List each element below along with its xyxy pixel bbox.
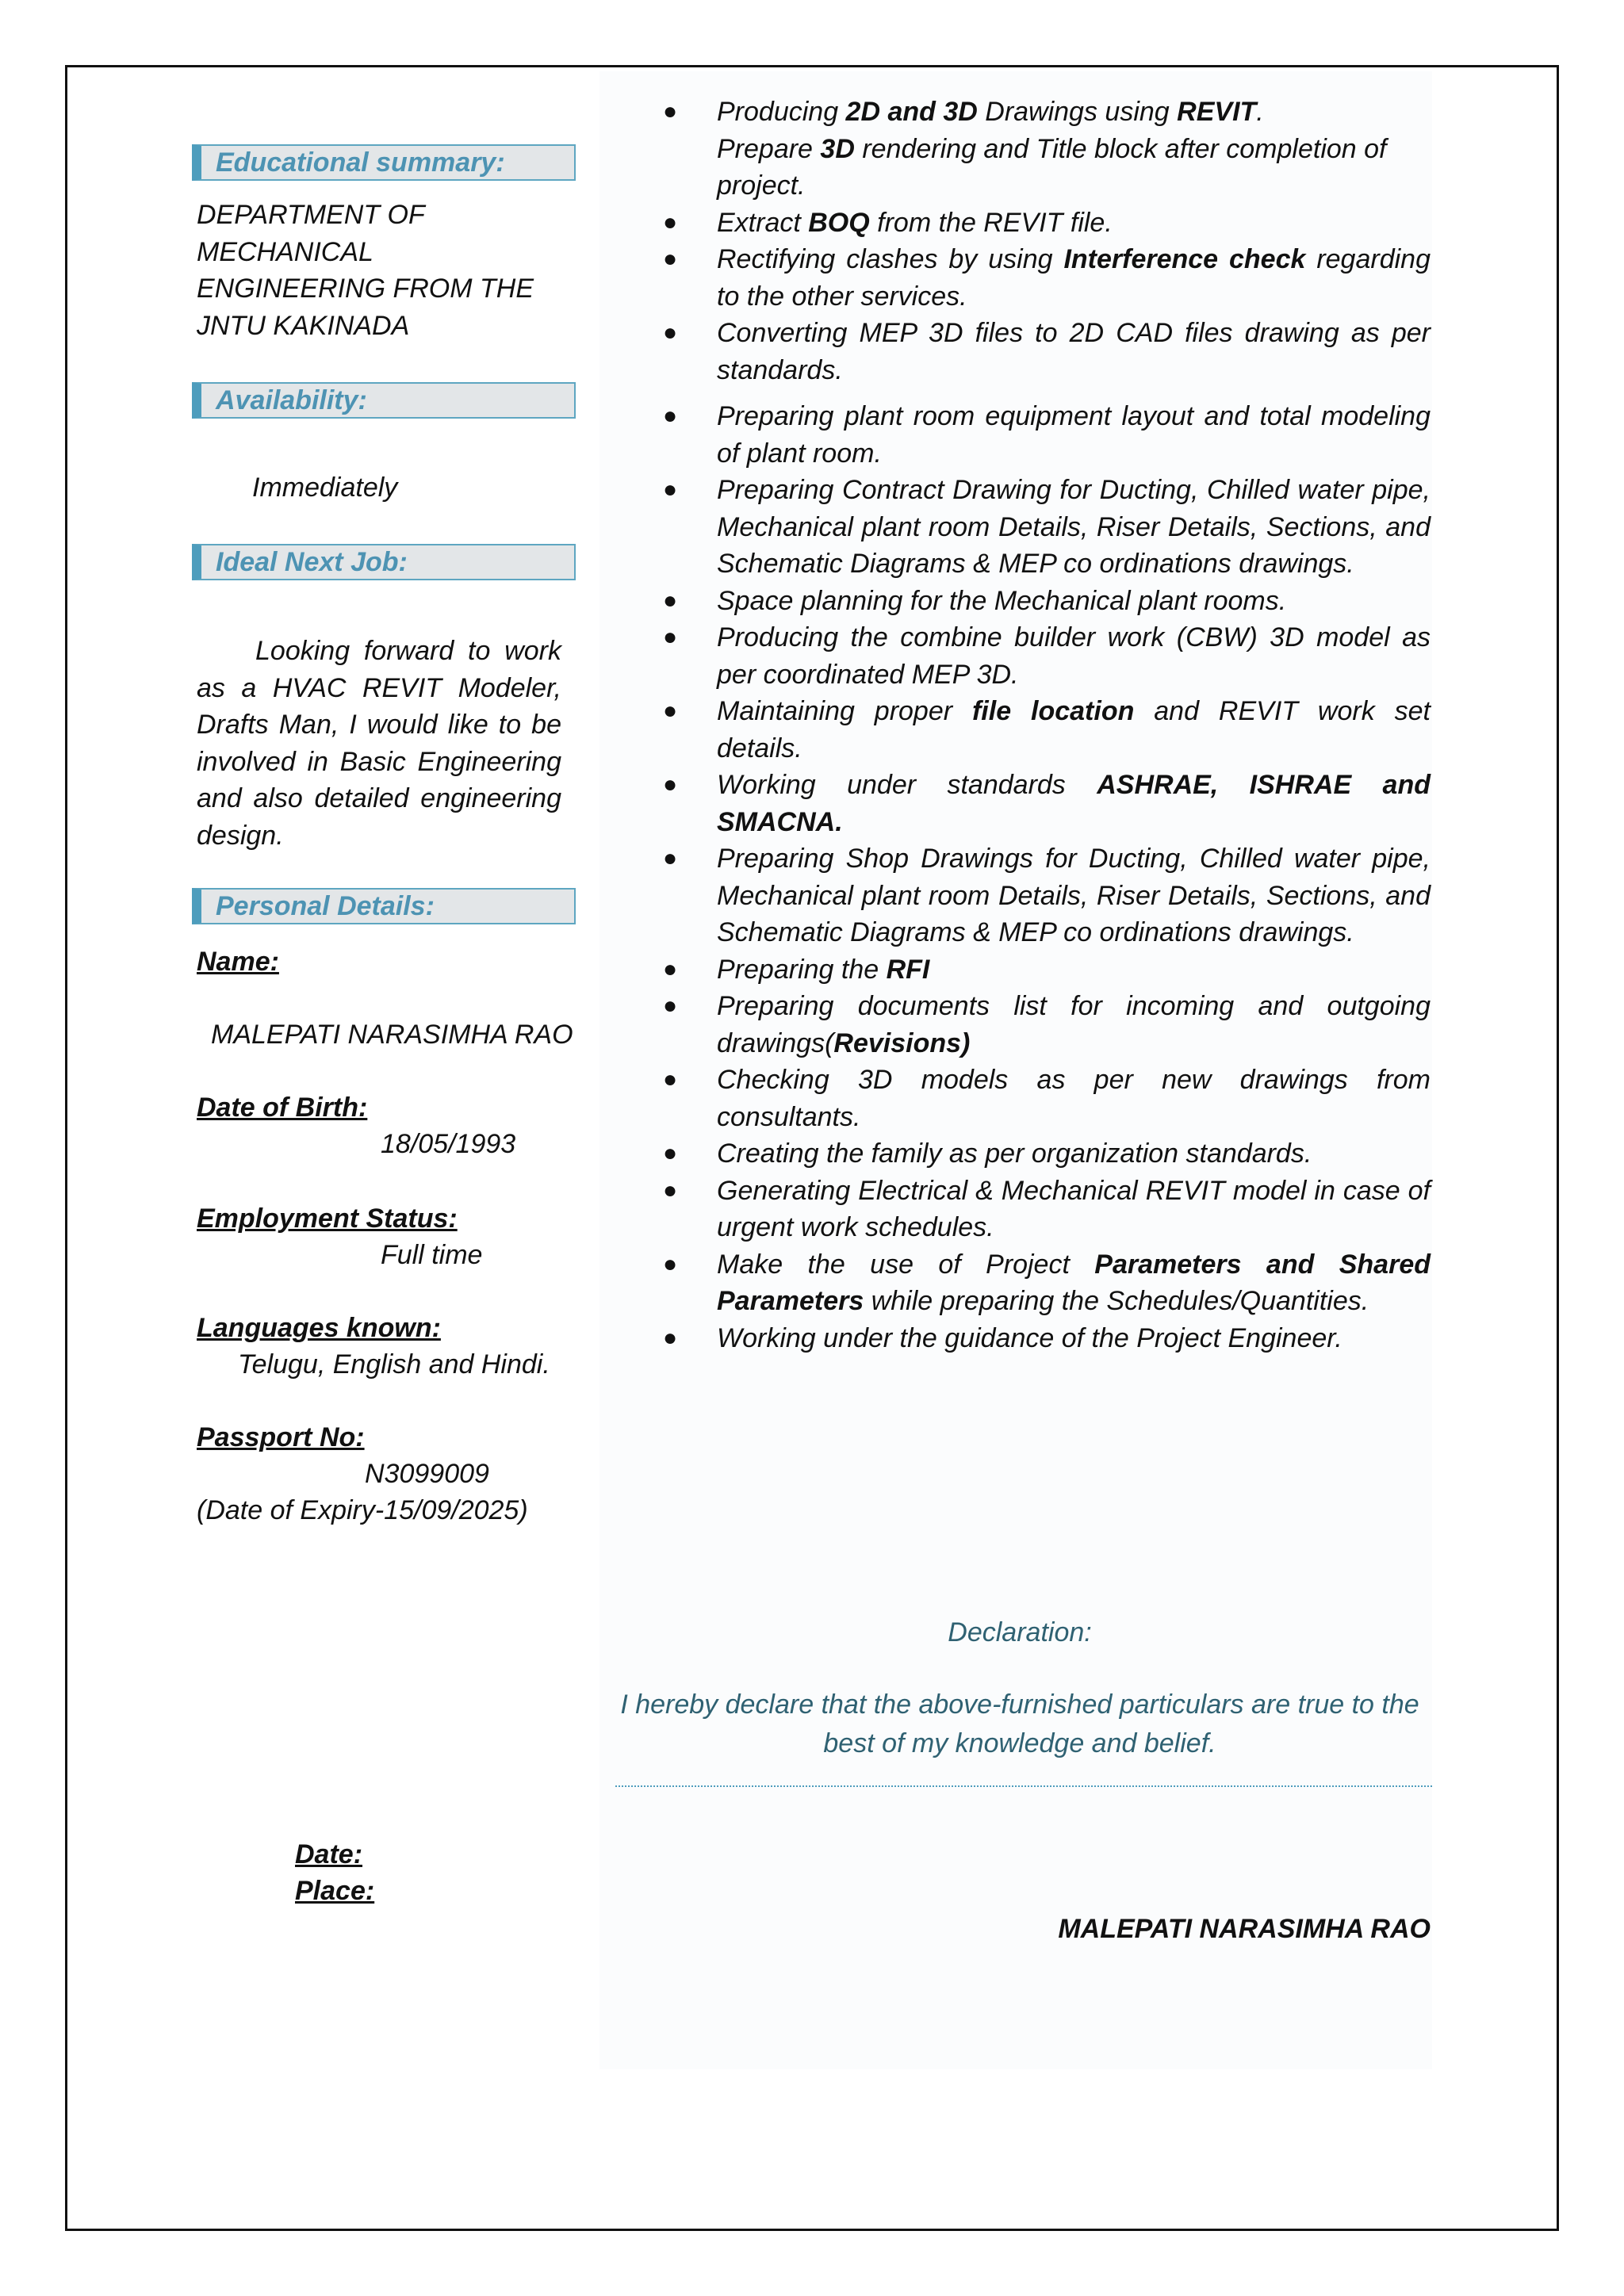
availability-text: Immediately	[252, 473, 398, 503]
personal-details-heading: Personal Details:	[192, 888, 576, 924]
duty-item	[663, 1246, 1431, 1320]
duty-text: Checking 3D models as per new drawings from consultants.	[717, 1065, 1431, 1132]
languages-value: Telugu, English and Hindi.	[238, 1349, 550, 1380]
ideal-next-job-heading: Ideal Next Job:	[192, 544, 576, 580]
languages-label: Languages known:	[197, 1313, 441, 1343]
bullet-icon: ●	[663, 98, 678, 124]
duty-text: .	[1256, 97, 1264, 127]
duty-item	[663, 693, 1431, 767]
duties-list	[663, 94, 1431, 1357]
duty-text: rendering and Title block after completion of project.	[717, 133, 1387, 201]
bullet-icon: ●	[663, 1140, 678, 1166]
passport-value: N3099009	[365, 1459, 489, 1489]
duty-text: Generating Electrical & Mechanical REVIT model in case of urgent work schedules.	[717, 1175, 1431, 1242]
bullet-icon: ●	[663, 955, 678, 982]
duty-item	[663, 840, 1431, 951]
duty-item	[663, 1062, 1431, 1135]
duty-text: Prepare	[717, 133, 821, 164]
duty-item	[663, 241, 1431, 315]
employment-status-label: Employment Status:	[197, 1203, 458, 1234]
duty-item	[663, 767, 1431, 840]
signature-name: MALEPATI NARASIMHA RAO	[1058, 1914, 1431, 1944]
dob-value: 18/05/1993	[381, 1129, 516, 1159]
duty-item	[663, 472, 1431, 583]
bullet-icon: ●	[663, 476, 678, 503]
duty-item	[663, 315, 1431, 388]
duty-text: Maintaining proper	[717, 696, 972, 726]
duty-emphasis: 3D	[820, 133, 855, 164]
bullet-icon: ●	[663, 624, 678, 650]
duty-item	[663, 619, 1431, 693]
duty-item	[663, 1320, 1431, 1357]
duty-text: regarding to the other services.	[717, 244, 1431, 312]
bullet-icon: ●	[663, 1066, 678, 1093]
declaration-divider	[615, 1785, 1432, 1787]
duty-item	[663, 205, 1431, 242]
duty-text: Creating the family as per organization standards.	[717, 1138, 1312, 1169]
duty-text: Preparing documents list for incoming and outgoing drawings(	[717, 991, 1431, 1058]
duty-text: while preparing the Schedules/Quantities.	[864, 1286, 1369, 1316]
name-value: MALEPATI NARASIMHA RAO	[211, 1020, 573, 1050]
duty-item	[663, 398, 1431, 472]
duty-text: Make the use of Project	[717, 1249, 1095, 1280]
duty-text: Working under the guidance of the Project Engineer.	[717, 1322, 1342, 1353]
duty-emphasis: Revisions)	[833, 1027, 971, 1058]
duty-item	[663, 1135, 1431, 1173]
date-label: Date:	[295, 1839, 363, 1869]
bullet-icon: ●	[663, 698, 678, 724]
bullet-icon: ●	[663, 845, 678, 871]
duty-text: Preparing Shop Drawings for Ducting, Chilled water pipe, Mechanical plant room Details, Riser Details, Sections, and Schematic Diagrams & MEP co ordinations drawings.	[717, 844, 1431, 947]
bullet-icon: ●	[663, 403, 678, 429]
bullet-icon: ●	[663, 320, 678, 346]
duty-text: Working under standards	[717, 770, 1097, 800]
place-label: Place:	[295, 1876, 375, 1906]
bullet-icon: ●	[663, 587, 678, 614]
educational-summary-text: DEPARTMENT OF MECHANICAL ENGINEERING FROM THE JNTU KAKINADA	[197, 200, 534, 341]
duty-text: Preparing the	[717, 954, 887, 985]
duty-emphasis: BOQ	[808, 207, 870, 238]
duty-emphasis: file location	[971, 696, 1135, 726]
employment-status-value: Full time	[381, 1240, 483, 1270]
ideal-next-job-text: Looking forward to work as a HVAC REVIT Modeler, Drafts Man, I would like to be involved in Basic Engineering and also detailed engineering design.	[197, 636, 561, 851]
duty-emphasis: ASHRAE, ISHRAE and SMACNA.	[717, 770, 1431, 837]
bullet-icon: ●	[663, 1250, 678, 1277]
passport-expiry: (Date of Expiry-15/09/2025)	[197, 1495, 528, 1525]
duty-text: Producing	[717, 97, 846, 127]
bullet-icon: ●	[663, 209, 678, 235]
passport-label: Passport No:	[197, 1422, 365, 1452]
duty-emphasis: 2D and 3D	[845, 97, 978, 127]
duty-emphasis: Parameters and Shared Parameters	[717, 1249, 1431, 1316]
duty-emphasis: RFI	[886, 954, 930, 985]
educational-summary-heading: Educational summary:	[192, 144, 576, 181]
duty-text: Extract	[717, 207, 809, 238]
duty-text: Rectifying clashes by using	[717, 244, 1064, 274]
duty-item	[663, 988, 1431, 1062]
availability-heading: Availability:	[192, 382, 576, 419]
duty-text: Producing the combine builder work (CBW) 3D model as per coordinated MEP 3D.	[717, 622, 1431, 690]
duty-item	[663, 1173, 1431, 1246]
duty-item	[663, 951, 1431, 989]
bullet-icon: ●	[663, 771, 678, 798]
duty-text: from the REVIT file.	[869, 207, 1113, 238]
duty-item	[663, 583, 1431, 620]
bullet-icon: ●	[663, 1324, 678, 1351]
declaration-title: Declaration:	[948, 1617, 1092, 1647]
declaration-text: I hereby declare that the above-furnished particulars are true to the best of my knowledge and belief.	[620, 1689, 1419, 1758]
duty-text: Preparing Contract Drawing for Ducting, Chilled water pipe, Mechanical plant room Details, Riser Details, Sections, and Schematic Diagrams & MEP co ordinations drawings.	[717, 475, 1431, 579]
duty-emphasis: REVIT	[1177, 97, 1257, 127]
dob-label: Date of Birth:	[197, 1093, 368, 1123]
duty-text: Converting MEP 3D files to 2D CAD files drawing as per standards.	[717, 318, 1431, 385]
bullet-icon: ●	[663, 993, 678, 1019]
name-label: Name:	[197, 947, 279, 977]
bullet-icon: ●	[663, 246, 678, 272]
duty-text: Space planning for the Mechanical plant rooms.	[717, 585, 1287, 616]
duty-text: Drawings using	[977, 97, 1178, 127]
duty-item	[663, 94, 1431, 205]
bullet-icon: ●	[663, 1177, 678, 1203]
duty-text: and REVIT work set details.	[717, 696, 1431, 763]
duty-text: Preparing plant room equipment layout and total modeling of plant room.	[717, 401, 1431, 469]
duty-emphasis: Interference check	[1063, 244, 1306, 274]
